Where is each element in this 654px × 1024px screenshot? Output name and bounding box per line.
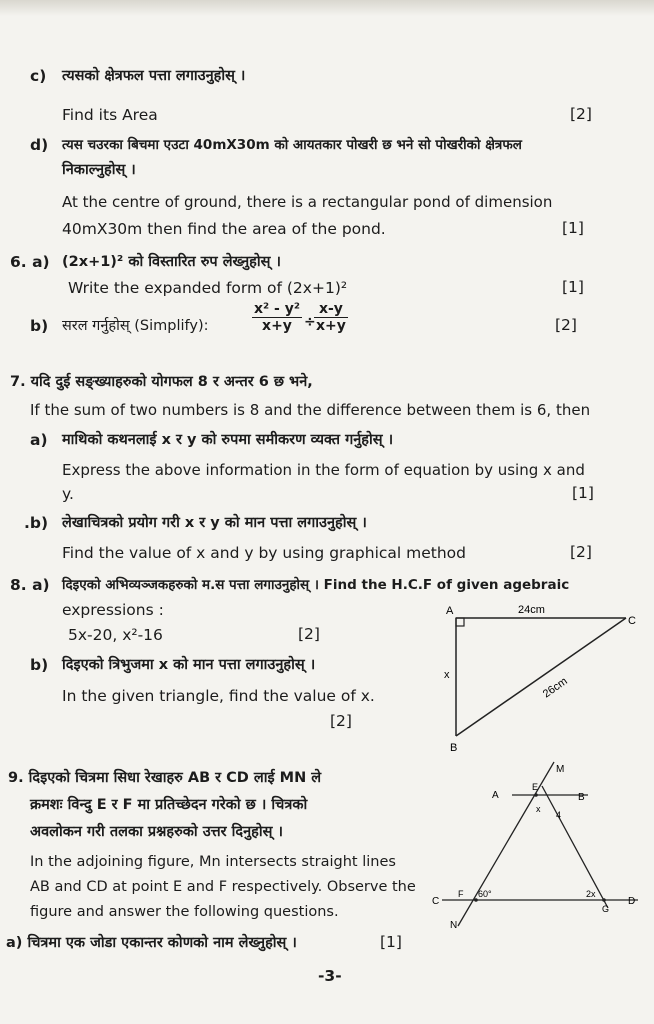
- q5c-english: Find its Area: [62, 106, 158, 124]
- q9-line-3: अवलोकन गरी तलका प्रश्नहरुको उत्तर दिनुहोस् ।: [30, 824, 283, 840]
- q6b-text: सरल गर्नुहोस् (Simplify):: [62, 318, 209, 334]
- q5c-label: c): [30, 67, 47, 85]
- label-e: E: [532, 782, 539, 792]
- transversal-eg: [542, 786, 608, 908]
- q7b-english: Find the value of x and y by using graphical method: [62, 544, 466, 562]
- label-n: N: [450, 920, 458, 931]
- q5d-english-1: At the centre of ground, there is a rectangular pond of dimension: [62, 193, 553, 211]
- label-26cm: 26cm: [540, 675, 570, 701]
- label-f: F: [458, 889, 464, 899]
- q7-nepali: 7. यदि दुई सङ्ख्याहरुको योगफल 8 र अन्तर 6 छ भने,: [10, 374, 313, 390]
- q8-triangle-figure: [430, 598, 640, 758]
- q9-line-2: क्रमशः विन्दु E र F मा प्रतिच्छेदन गरेको छ । चित्रको: [30, 797, 308, 813]
- q6-number: 6. a): [10, 253, 50, 271]
- label-a: A: [446, 605, 454, 617]
- q8b-nepali: दिइएको त्रिभुजमा x को मान पत्ता लगाउनुहोस् ।: [62, 657, 316, 673]
- q6b-frac1-numerator: x² - y²: [254, 301, 300, 317]
- q9a-text: a) चित्रमा एक जोडा एकान्तर कोणको नाम लेख्नुहोस् ।: [6, 935, 297, 951]
- q5c-marks: [2]: [570, 105, 592, 123]
- q6a-marks: [1]: [562, 278, 584, 296]
- label-b: B: [450, 742, 458, 754]
- top-shadow-band: [0, 0, 654, 16]
- q6a-english: Write the expanded form of (2x+1)²: [68, 279, 348, 297]
- label-a: A: [492, 790, 499, 801]
- label-4: 4: [556, 810, 562, 820]
- q9-line-6: figure and answer the following questions.: [30, 904, 339, 920]
- q6b-frac2-denominator: x+y: [316, 318, 346, 334]
- q8a-marks: [2]: [298, 625, 320, 643]
- q9-line-1: 9. दिइएको चित्रमा सिधा रेखाहरु AB र CD लाई MN ले: [8, 770, 322, 786]
- q7a-nepali: माथिको कथनलाई x र y को रुपमा समीकरण व्यक्त गर्नुहोस् ।: [62, 432, 394, 448]
- triangle-hypotenuse-bc: [456, 618, 626, 736]
- q9-line-4: In the adjoining figure, Mn intersects straight lines: [30, 854, 396, 870]
- q8a-text: दिइएको अभिव्यञ्जकहरुको म.स पत्ता लगाउनुहोस् । Find the H.C.F of given agebraic: [62, 577, 570, 593]
- label-g: G: [602, 904, 610, 914]
- right-angle-marker: [456, 618, 464, 626]
- point-g: [602, 898, 606, 902]
- label-x: x: [444, 669, 450, 681]
- q7-english: If the sum of two numbers is 8 and the difference between them is 6, then: [30, 401, 591, 419]
- label-24cm: 24cm: [518, 604, 545, 616]
- q7b-nepali: लेखाचित्रको प्रयोग गरी x र y को मान पत्ता लगाउनुहोस् ।: [62, 515, 367, 531]
- q5c-nepali: त्यसको क्षेत्रफल पत्ता लगाउनुहोस् ।: [62, 68, 246, 84]
- q7a-marks: [1]: [572, 484, 594, 502]
- label-m: M: [556, 764, 565, 775]
- line-mn: [458, 762, 554, 926]
- q9-line-5: AB and CD at point E and F respectively. Observe the: [30, 879, 416, 895]
- q6b-marks: [2]: [555, 316, 577, 334]
- q5d-nepali-2: निकाल्नुहोस् ।: [62, 162, 136, 178]
- q5d-label: d): [30, 136, 49, 154]
- q7b-label: .b): [24, 514, 49, 532]
- label-x-angle: x: [536, 804, 541, 814]
- point-e: [534, 793, 538, 797]
- q8b-marks: [2]: [330, 712, 352, 730]
- q9-figure: [428, 756, 650, 936]
- q6b-fraction-2: [314, 301, 348, 334]
- q6b-frac1-denominator: x+y: [262, 318, 292, 334]
- q6b-label: b): [30, 317, 49, 335]
- q6b-division-sign: ÷: [304, 314, 316, 330]
- q8b-label: b): [30, 656, 49, 674]
- label-b: B: [578, 792, 585, 803]
- q8-number: 8. a): [10, 576, 50, 594]
- q8a-text-2: expressions :: [62, 601, 164, 619]
- q6a-nepali: (2x+1)² को विस्तारित रुप लेख्नुहोस् ।: [62, 254, 281, 270]
- q8a-expressions: 5x-20, x²-16: [68, 626, 163, 644]
- label-60-degree: 60°: [478, 889, 492, 899]
- q7a-label: a): [30, 431, 48, 449]
- q6b-fraction-1: [252, 301, 302, 334]
- q8b-english: In the given triangle, find the value of x.: [62, 687, 375, 705]
- q5d-english-2: 40mX30m then find the area of the pond.: [62, 220, 386, 238]
- label-c: C: [628, 615, 636, 627]
- q5d-nepali-1: त्यस चउरका बिचमा एउटा 40mX30m को आयतकार पोखरी छ भने सो पोखरीको क्षेत्रफल: [62, 137, 522, 153]
- q7a-english-1: Express the above information in the form of equation by using x and: [62, 461, 585, 479]
- q5d-marks: [1]: [562, 219, 584, 237]
- q7a-english-2: y.: [62, 485, 74, 503]
- label-d: D: [628, 896, 636, 907]
- q9a-marks: [1]: [380, 933, 402, 951]
- q6b-frac2-numerator: x-y: [314, 301, 348, 318]
- page-number: -3-: [318, 967, 342, 985]
- label-2x: 2x: [586, 889, 596, 899]
- q7b-marks: [2]: [570, 543, 592, 561]
- label-c: C: [432, 896, 440, 907]
